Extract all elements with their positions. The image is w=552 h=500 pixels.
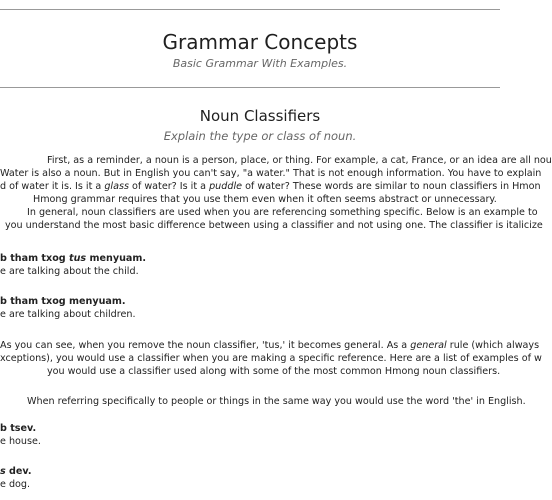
explanation-line-1 <box>0 340 539 352</box>
example-1-classifier: tus <box>69 253 87 264</box>
section-title: Noun Classifiers <box>199 107 321 125</box>
example-1-hmong-a: b tham txog <box>0 253 70 264</box>
example-1-english: e are talking about the child. <box>0 266 139 277</box>
header-divider <box>0 87 500 88</box>
explanation-general-word: general <box>410 340 447 351</box>
top-divider <box>0 9 500 10</box>
site-title: Grammar Concepts <box>162 30 358 54</box>
example-1-hmong-c: menyuam. <box>86 253 147 264</box>
example-4-hmong-b: dev. <box>5 466 32 477</box>
example-2-hmong: b tham txog menyuam. <box>0 296 126 307</box>
intro-line-3-text-c: of water? Is it a <box>128 181 210 192</box>
intro-line-3-text-a: d of water it is. Is it a <box>0 181 105 192</box>
intro-line-2: Water is also a noun. But in English you can't say, "a water." That is not enough information. You have to explain <box>0 168 542 179</box>
example-4-classifier: s <box>0 466 6 477</box>
note-line: When referring specifically to people or things in the same way you would use the word 'the' in English. <box>27 396 526 407</box>
explanation-line-1-c: rule (which always <box>446 340 540 351</box>
section-subtitle: Explain the type or class of noun. <box>163 129 357 143</box>
example-4-english: e dog. <box>0 479 31 490</box>
explanation-line-1-a: As you can see, when you remove the noun classifier, 'tus,' it becomes general. As a <box>0 340 411 351</box>
explanation-line-3: you would use a classifier used along with some of the most common Hmong noun classifiers. <box>47 366 501 377</box>
example-3-hmong: b tsev. <box>0 423 37 434</box>
example-4-hmong <box>0 466 32 478</box>
intro-line-5: In general, noun classifiers are used when you are referencing something specific. Below is an example to <box>27 207 538 218</box>
intro-glass-word: glass <box>104 181 129 192</box>
explanation-line-2: xceptions), you would use a classifier when you are making a specific reference. Here are a list of examples of w <box>0 353 542 364</box>
intro-line-4: Hmong grammar requires that you use them even when it often seems abstract or unnecessary. <box>33 194 497 205</box>
intro-line-3-text-e: of water? These words are similar to noun classifiers in Hmon <box>242 181 541 192</box>
example-3-english: e house. <box>0 436 41 447</box>
intro-line-6: you understand the most basic difference between using a classifier and not using one. The classifier is italicize <box>5 220 543 231</box>
example-2-english: e are talking about children. <box>0 309 136 320</box>
example-1-hmong <box>0 253 146 265</box>
site-subtitle: Basic Grammar With Examples. <box>172 57 348 70</box>
intro-line-3 <box>0 181 541 193</box>
intro-puddle-word: puddle <box>209 181 243 192</box>
intro-line-1: First, as a reminder, a noun is a person, place, or thing. For example, a cat, France, or an idea are all nou <box>47 155 552 166</box>
